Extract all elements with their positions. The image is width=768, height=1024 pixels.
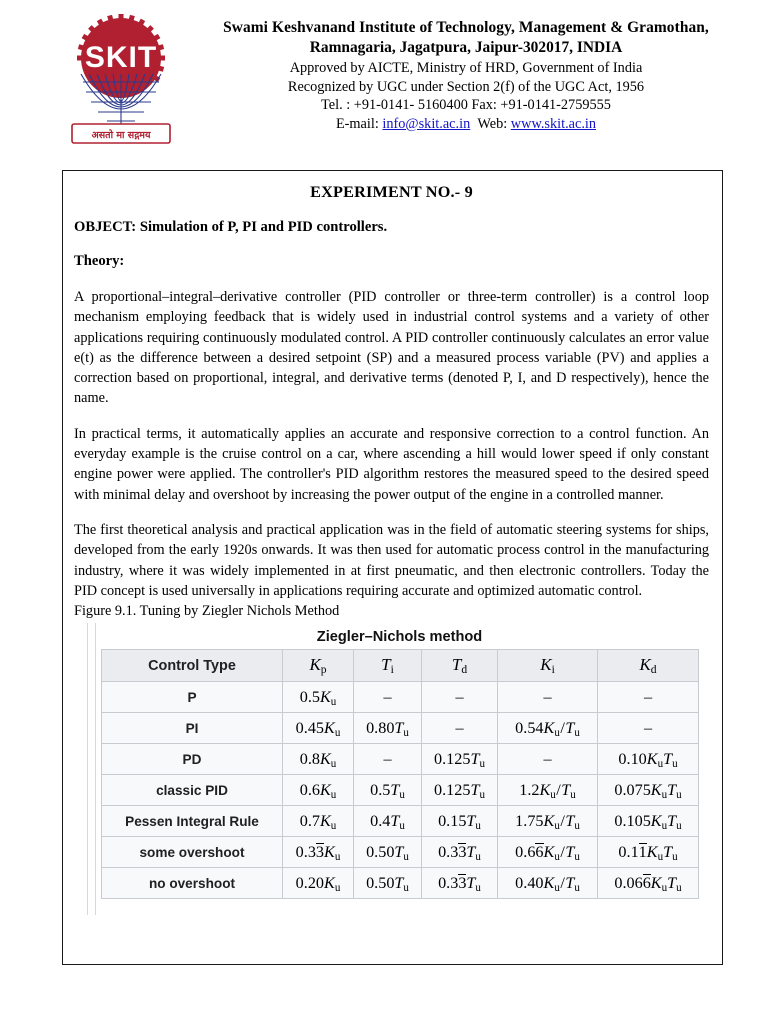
cell-kp: $0.6K_u$ [283, 775, 354, 806]
cell-control-type: classic PID [102, 775, 283, 806]
figure-caption: Figure 9.1. Tuning by Ziegler Nichols Method [74, 603, 340, 620]
experiment-content-box [62, 170, 723, 965]
cell-kp: $0.7K_u$ [283, 806, 354, 837]
cell-ki: $0.54K_u/T_u$ [498, 713, 598, 744]
cell-control-type: P [102, 682, 283, 713]
ziegler-nichols-table [101, 649, 699, 899]
cell-kp: $0.20K_u$ [283, 868, 354, 899]
svg-text:SKIT: SKIT [84, 41, 158, 74]
cell-kp: $0.33K_u$ [283, 837, 354, 868]
website-link[interactable]: www.skit.ac.in [510, 115, 597, 132]
ziegler-nichols-table-block [101, 629, 701, 899]
cell-ti: $0.5T_u$ [354, 775, 422, 806]
logo-motto-text: असतो मा सद्गमय [91, 130, 151, 141]
table-row [102, 744, 699, 775]
institute-header-text [186, 18, 746, 133]
cell-kd: – [598, 682, 699, 713]
cell-kd: $0.105K_uT_u$ [598, 806, 699, 837]
cell-ki: – [498, 682, 598, 713]
cell-control-type: no overshoot [102, 868, 283, 899]
header-kp: $K_p$ [283, 650, 354, 682]
cell-td: – [422, 713, 498, 744]
cell-ti: – [354, 682, 422, 713]
theory-paragraph-3: The first theoretical analysis and practical application was in the field of automatic steering systems for ships, developed from the early 1920s onwards. It was then used for automatic process control in the manufacturing industry, where it was widely implemented in at first pneumatic, and then electronic controllers. Today the PID concept is used universally in applications requiring accurate and optimized automatic control. [74, 521, 709, 599]
cell-control-type: some overshoot [102, 837, 283, 868]
cell-ti: $0.50T_u$ [354, 868, 422, 899]
cell-ki: $0.40K_u/T_u$ [498, 868, 598, 899]
table-row [102, 713, 699, 744]
theory-heading: Theory: [74, 253, 125, 269]
theory-paragraph-2: In practical terms, it automatically applies an accurate and responsive correction to a control function. An everyday example is the cruise control on a car, where ascending a hill would lower speed if only constant engine power were applied. The controller's PID algorithm restores the measured speed to the desired speed with minimal delay and overshoot by increasing the power output of the engine in a controlled manner. [74, 425, 709, 503]
table-row [102, 837, 699, 868]
cell-td: $0.33T_u$ [422, 868, 498, 899]
cell-ti: – [354, 744, 422, 775]
institute-name-line2: Ramnagaria, Jagatpura, Jaipur-302017, INDIA [309, 39, 623, 57]
cell-kp: $0.45K_u$ [283, 713, 354, 744]
web-label: Web: [477, 115, 508, 132]
skit-logo-icon [62, 12, 180, 146]
cell-kd: $0.10K_uT_u$ [598, 744, 699, 775]
cell-td: – [422, 682, 498, 713]
table-row [102, 682, 699, 713]
cell-ti: $0.50T_u$ [354, 837, 422, 868]
table-row [102, 806, 699, 837]
letterhead [0, 0, 768, 158]
cell-control-type: PI [102, 713, 283, 744]
cell-ti: $0.80T_u$ [354, 713, 422, 744]
cell-kp: $0.8K_u$ [283, 744, 354, 775]
object-label: OBJECT: [74, 219, 137, 235]
email-link[interactable]: info@skit.ac.in [382, 115, 471, 132]
approval-line: Approved by AICTE, Ministry of HRD, Government of India [289, 60, 643, 77]
cell-kd: – [598, 713, 699, 744]
content-inner [74, 183, 709, 899]
object-line [74, 219, 709, 236]
email-label: E-mail: [335, 115, 379, 132]
table-header-row [102, 650, 699, 682]
header-td: $T_d$ [422, 650, 498, 682]
table-row [102, 775, 699, 806]
object-text: Simulation of P, PI and PID controllers. [139, 219, 388, 235]
telephone-line: Tel. : +91-0141- 5160400 Fax: +91-0141-2759555 [321, 97, 611, 114]
cell-td: $0.33T_u$ [422, 837, 498, 868]
cell-td: $0.125T_u$ [422, 775, 498, 806]
cell-control-type: PD [102, 744, 283, 775]
cell-ki: $1.2K_u/T_u$ [498, 775, 598, 806]
header-ti: $T_i$ [354, 650, 422, 682]
cell-ti: $0.4T_u$ [354, 806, 422, 837]
cell-ki: – [498, 744, 598, 775]
cell-control-type: Pessen Integral Rule [102, 806, 283, 837]
skit-logo [62, 12, 180, 146]
theory-paragraph-1: A proportional–integral–derivative controller (PID controller or three-term controller) is a control loop mechanism employing feedback that is widely used in industrial control systems and a variety of other applications requiring continuously modulated control. A PID controller continuously calculates an error value e(t) as the difference between a desired setpoint (SP) and a measured process variable (PV) and applies a correction based on proportional, integral, and derivative terms (denoted P, I, and D respectively), hence the name. [74, 289, 709, 407]
cell-kd: $0.11K_uT_u$ [598, 837, 699, 868]
table-caption: Ziegler–Nichols method [316, 629, 483, 646]
recognition-line: Recognized by UGC under Section 2(f) of the UGC Act, 1956 [287, 78, 645, 95]
screenshot-edge-line-blue [95, 623, 96, 915]
cell-ki: $1.75K_u/T_u$ [498, 806, 598, 837]
cell-kp: $0.5K_u$ [283, 682, 354, 713]
table-row [102, 868, 699, 899]
header-ki: $K_i$ [498, 650, 598, 682]
header-kd: $K_d$ [598, 650, 699, 682]
header-control-type: Control Type [102, 650, 283, 682]
institute-name-line1: Swami Keshvanand Institute of Technology, Management & Gramothan, [223, 19, 709, 36]
contact-line [186, 115, 746, 134]
table-body [102, 682, 699, 899]
cell-kd: $0.075K_uT_u$ [598, 775, 699, 806]
cell-td: $0.125T_u$ [422, 744, 498, 775]
cell-kd: $0.066K_uT_u$ [598, 868, 699, 899]
page-title: EXPERIMENT NO.- 9 [310, 183, 473, 201]
cell-td: $0.15T_u$ [422, 806, 498, 837]
screenshot-edge-line-gray [87, 623, 88, 915]
cell-ki: $0.66K_u/T_u$ [498, 837, 598, 868]
